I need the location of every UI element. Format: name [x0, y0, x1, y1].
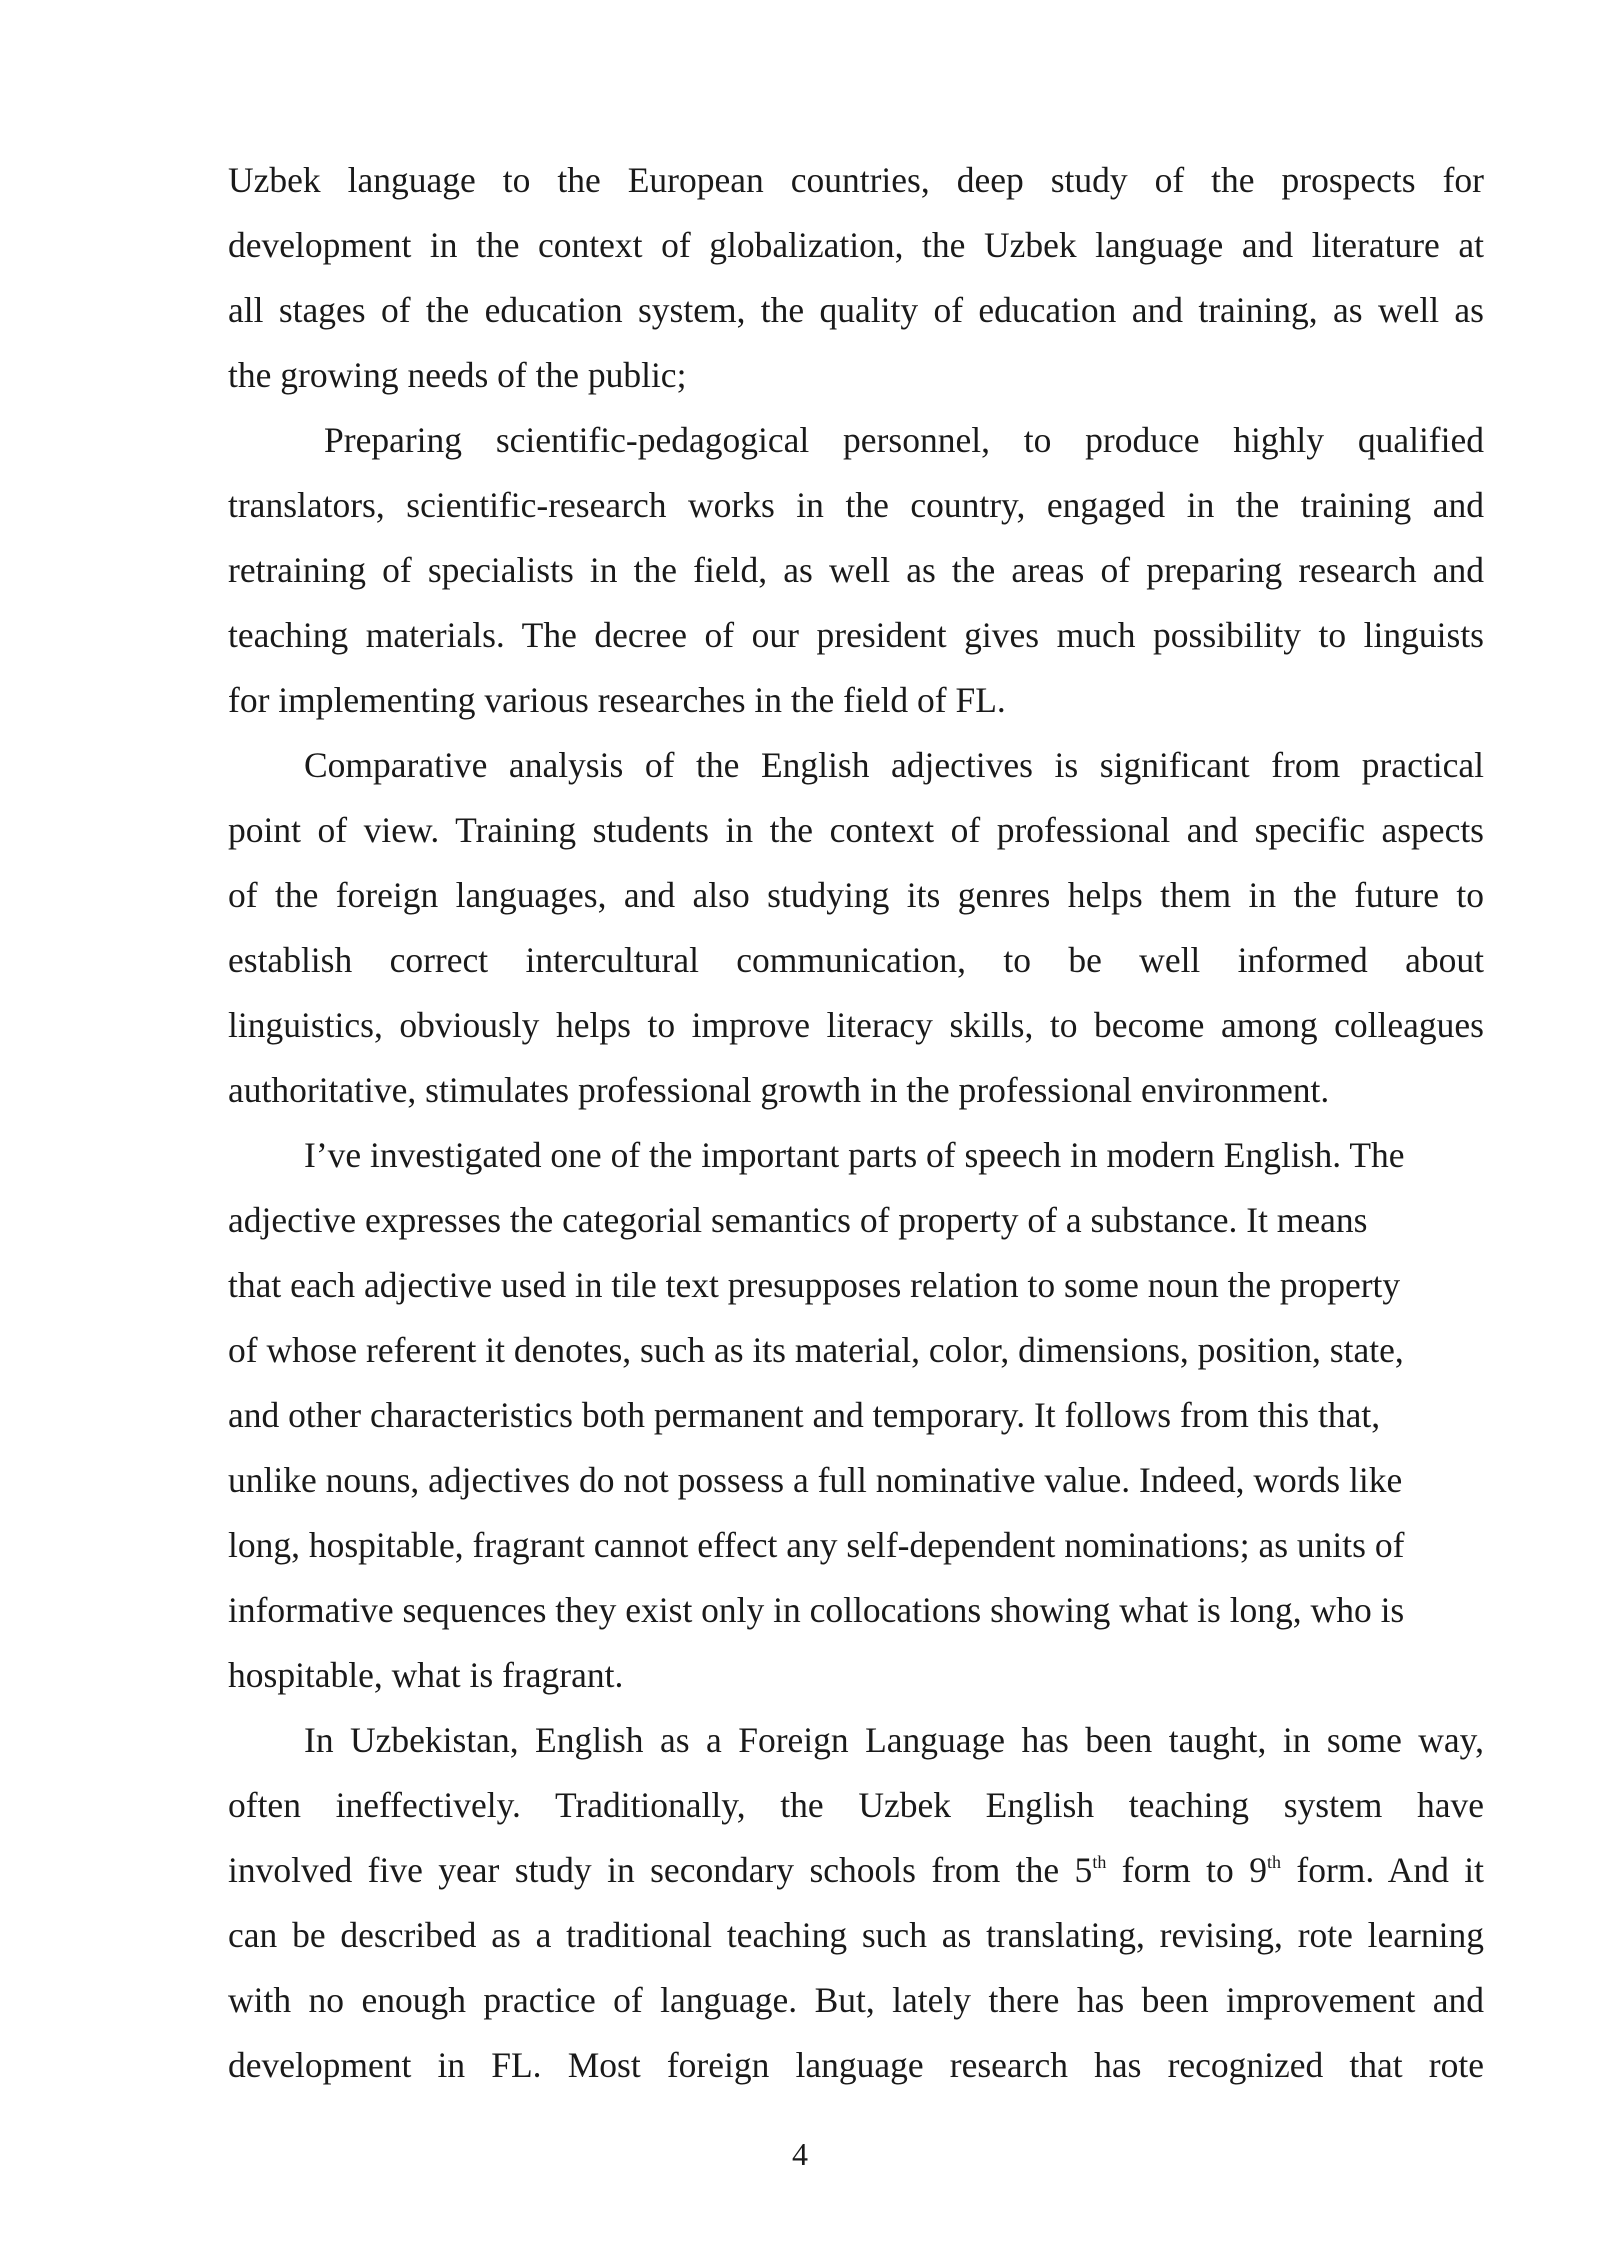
text-segment: form. And it — [1280, 1850, 1484, 1890]
paragraph-3 — [228, 733, 1484, 1123]
text-segment: form to 9 — [1106, 1850, 1267, 1890]
text-line: establish correct intercultural communication, to be well informed about — [228, 940, 1484, 980]
text-line: hospitable, what is fragrant. — [228, 1655, 624, 1695]
text-line: adjective expresses the categorial semantics of property of a substance. It means — [228, 1200, 1368, 1240]
text-line: long, hospitable, fragrant cannot effect any self-dependent nominations; as units of — [228, 1525, 1405, 1565]
text-line-with-superscripts — [228, 1838, 1484, 1903]
text-line: linguistics, obviously helps to improve literacy skills, to become among colleagues — [228, 1005, 1484, 1045]
text-line: can be described as a traditional teaching such as translating, revising, rote learning — [228, 1915, 1484, 1955]
text-segment: involved five year study in secondary schools from the 5 — [228, 1850, 1093, 1890]
page-number: 4 — [792, 2136, 808, 2172]
text-line: Uzbek language to the European countries, deep study of the prospects for — [228, 160, 1484, 200]
text-line: and other characteristics both permanent and temporary. It follows from this that, — [228, 1395, 1381, 1435]
ordinal-superscript: th — [1266, 1852, 1281, 1872]
paragraph-4 — [228, 1123, 1484, 1708]
text-line: informative sequences they exist only in collocations showing what is long, who is — [228, 1590, 1405, 1630]
text-line: point of view. Training students in the context of professional and specific aspects — [228, 810, 1484, 850]
document-page — [228, 148, 1484, 2098]
text-line: that each adjective used in tile text presupposes relation to some noun the property — [228, 1265, 1401, 1305]
text-line: all stages of the education system, the quality of education and training, as well as — [228, 290, 1484, 330]
text-line: unlike nouns, adjectives do not possess a full nominative value. Indeed, words like — [228, 1460, 1403, 1500]
text-line: In Uzbekistan, English as a Foreign Language has been taught, in some way, — [304, 1720, 1484, 1760]
text-line: authoritative, stimulates professional growth in the professional environment. — [228, 1070, 1330, 1110]
text-line: the growing needs of the public; — [228, 355, 687, 395]
text-line: teaching materials. The decree of our president gives much possibility to linguists — [228, 615, 1484, 655]
text-line: development in FL. Most foreign language research has recognized that rote — [228, 2045, 1484, 2085]
text-line: Comparative analysis of the English adjectives is significant from practical — [304, 745, 1484, 785]
text-line: retraining of specialists in the field, as well as the areas of preparing research and — [228, 550, 1484, 590]
text-line: for implementing various researches in the field of FL. — [228, 680, 1006, 720]
ordinal-superscript: th — [1092, 1852, 1107, 1872]
text-line: I’ve investigated one of the important parts of speech in modern English. The — [304, 1135, 1405, 1175]
text-line: development in the context of globalization, the Uzbek language and literature at — [228, 225, 1484, 265]
text-line: of whose referent it denotes, such as its material, color, dimensions, position, state, — [228, 1330, 1404, 1370]
paragraph-1 — [228, 148, 1484, 408]
text-line: of the foreign languages, and also studying its genres helps them in the future to — [228, 875, 1484, 915]
paragraph-5 — [228, 1708, 1484, 2098]
text-line: often ineffectively. Traditionally, the Uzbek English teaching system have — [228, 1785, 1484, 1825]
text-line: with no enough practice of language. But, lately there has been improvement and — [228, 1980, 1484, 2020]
paragraph-2 — [228, 408, 1484, 733]
text-line: Preparing scientific-pedagogical personnel, to produce highly qualified — [324, 420, 1484, 460]
text-line: translators, scientific-research works in the country, engaged in the training and — [228, 485, 1484, 525]
